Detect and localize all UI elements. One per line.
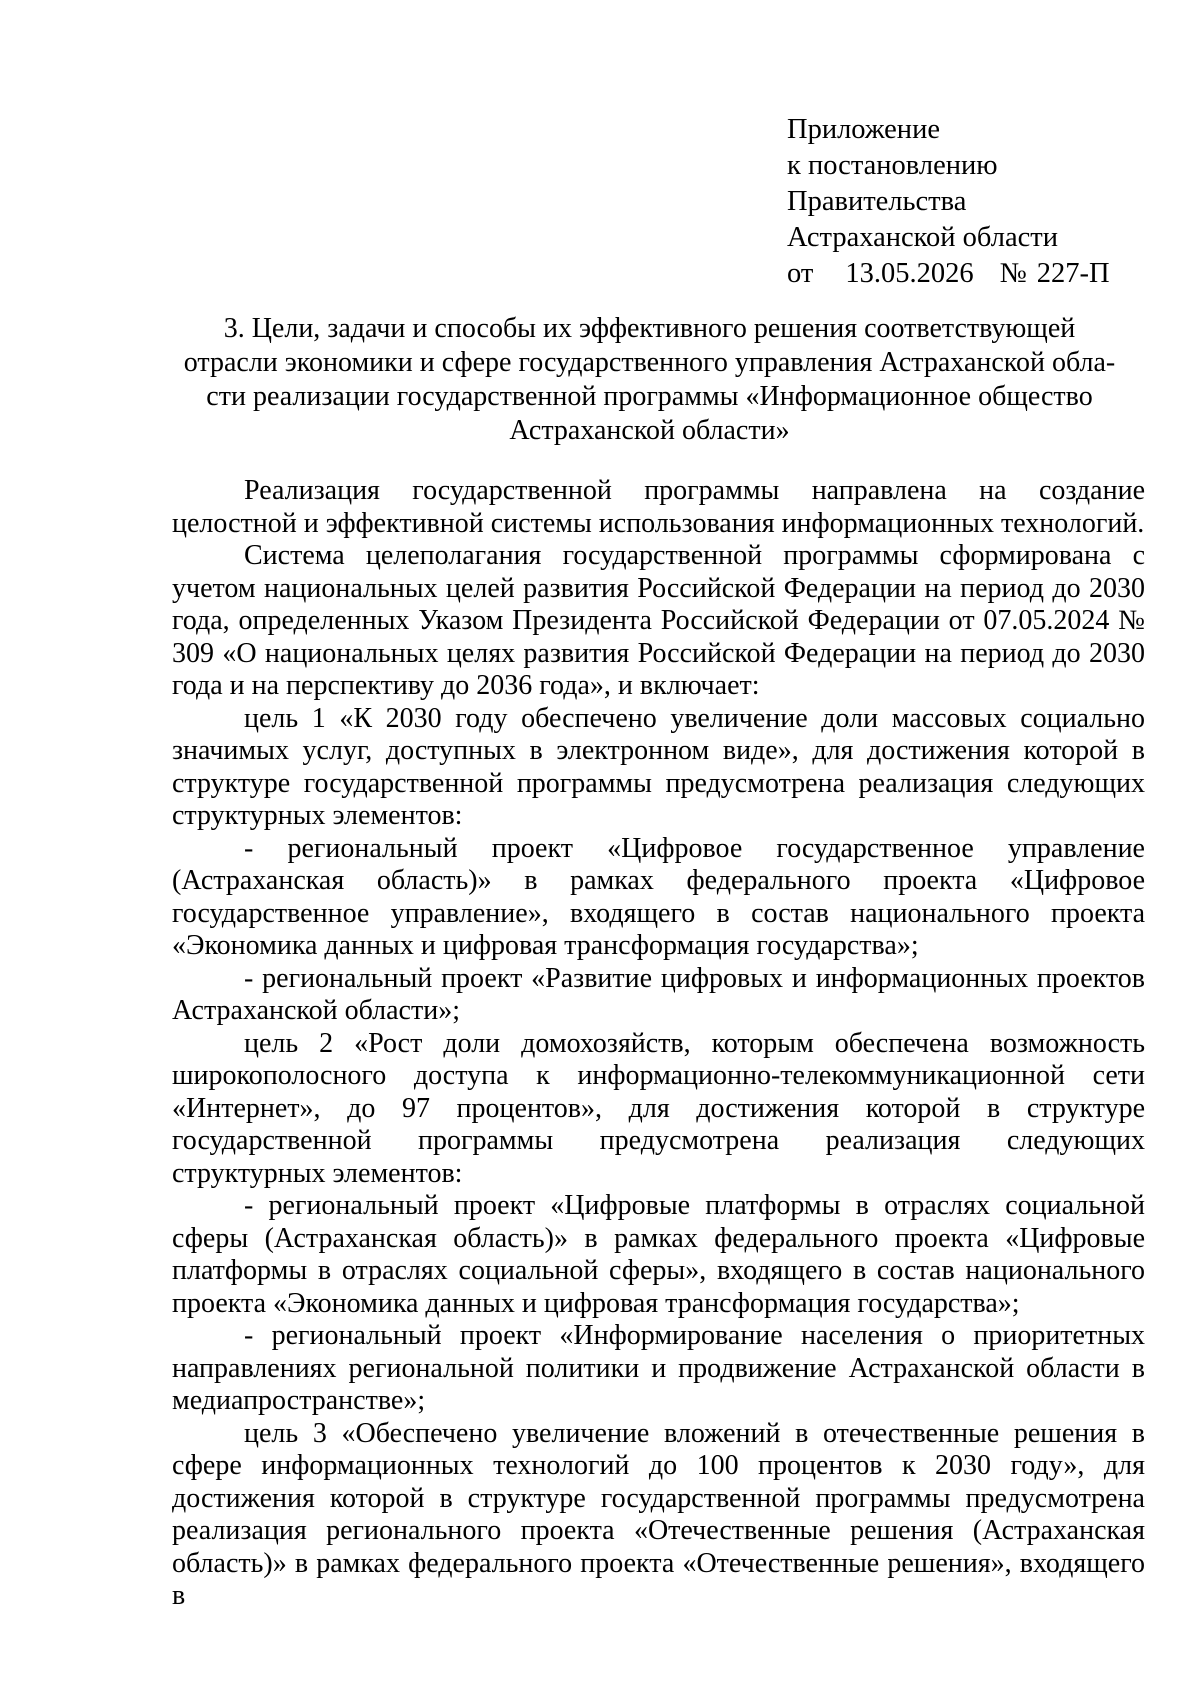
- ref-number-sign: №: [999, 258, 1027, 289]
- section-heading: [172, 312, 1127, 448]
- paragraph: цель 3 «Обеспечено увеличение вложений в отечественные решения в сфере информационных технологий до 100 процентов к 2030 году», для достижения которой в структуре государственной программы предусмотрена реализация регионального проекта «Отечественные решения (Астраханская область)» в рамках федерального проекта «Отечественные решения», входящего в: [172, 1417, 1145, 1611]
- appendix-block: [787, 112, 1110, 292]
- ref-date: 13.05.2026: [845, 258, 974, 289]
- ref-prefix: от: [787, 258, 814, 289]
- appendix-line: к постановлению: [787, 150, 998, 181]
- paragraph: Реализация государственной программы направлена на создание целостной и эффективной системы использования информационных технологий.: [172, 475, 1145, 539]
- list-item: - региональный проект «Информирование населения о приоритетных направлениях региональной политики и продвижение Астраханской области в медиапространстве»;: [172, 1320, 1145, 1416]
- heading-line: отрасли экономики и сфере государственного управления Астраханской обла-: [183, 347, 1116, 378]
- appendix-line: Астраханской области: [787, 222, 1058, 253]
- paragraph: цель 2 «Рост доли домохозяйств, которым обеспечена возможность широкополосного доступа к информационно-телекоммуникационной сети «Интернет», до 97 процентов», для достижения которой в структуре государственной программы предусмотрена реализация следующих структурных элементов:: [172, 1027, 1145, 1189]
- heading-line: 3. Цели, задачи и способы их эффективного решения соответствующей: [223, 313, 1076, 344]
- paragraph: цель 1 «К 2030 году обеспечено увеличение доли массовых социально значимых услуг, доступных в электронном виде», для достижения которой в структуре государственной программы предусмотрена реализация следующих структурных элементов:: [172, 702, 1145, 831]
- list-item: - региональный проект «Развитие цифровых и информационных проектов Астраханской области»;: [172, 962, 1145, 1026]
- body-text: [172, 475, 1145, 1613]
- appendix-line: Приложение: [787, 114, 940, 145]
- list-item: - региональный проект «Цифровые платформы в отраслях социальной сферы (Астраханская область)» в рамках федерального проекта «Цифровые платформы в отраслях социальной сферы», входящего в состав национального проекта «Экономика данных и цифровая трансформация государства»;: [172, 1190, 1145, 1319]
- heading-line: Астраханской области»: [509, 415, 790, 446]
- list-item: - региональный проект «Цифровое государственное управление (Астраханская область)» в рамках федерального проекта «Цифровое государственное управление», входящего в состав национального проекта «Экономика данных и цифровая трансформация государства»;: [172, 832, 1145, 961]
- appendix-line: Правительства: [787, 186, 967, 217]
- heading-line: сти реализации государственной программы «Информационное общество: [206, 381, 1093, 412]
- ref-number: 227-П: [1036, 258, 1110, 289]
- appendix-reference: [787, 256, 1110, 292]
- paragraph: Система целеполагания государственной программы сформирована с учетом национальных целей развития Российской Федерации на период до 2030 года, определенных Указом Президента Российской Федерации от 07.05.2024 № 309 «О национальных целях развития Российской Федерации на период до 2030 года и на перспективу до 2036 года», и включает:: [172, 540, 1145, 701]
